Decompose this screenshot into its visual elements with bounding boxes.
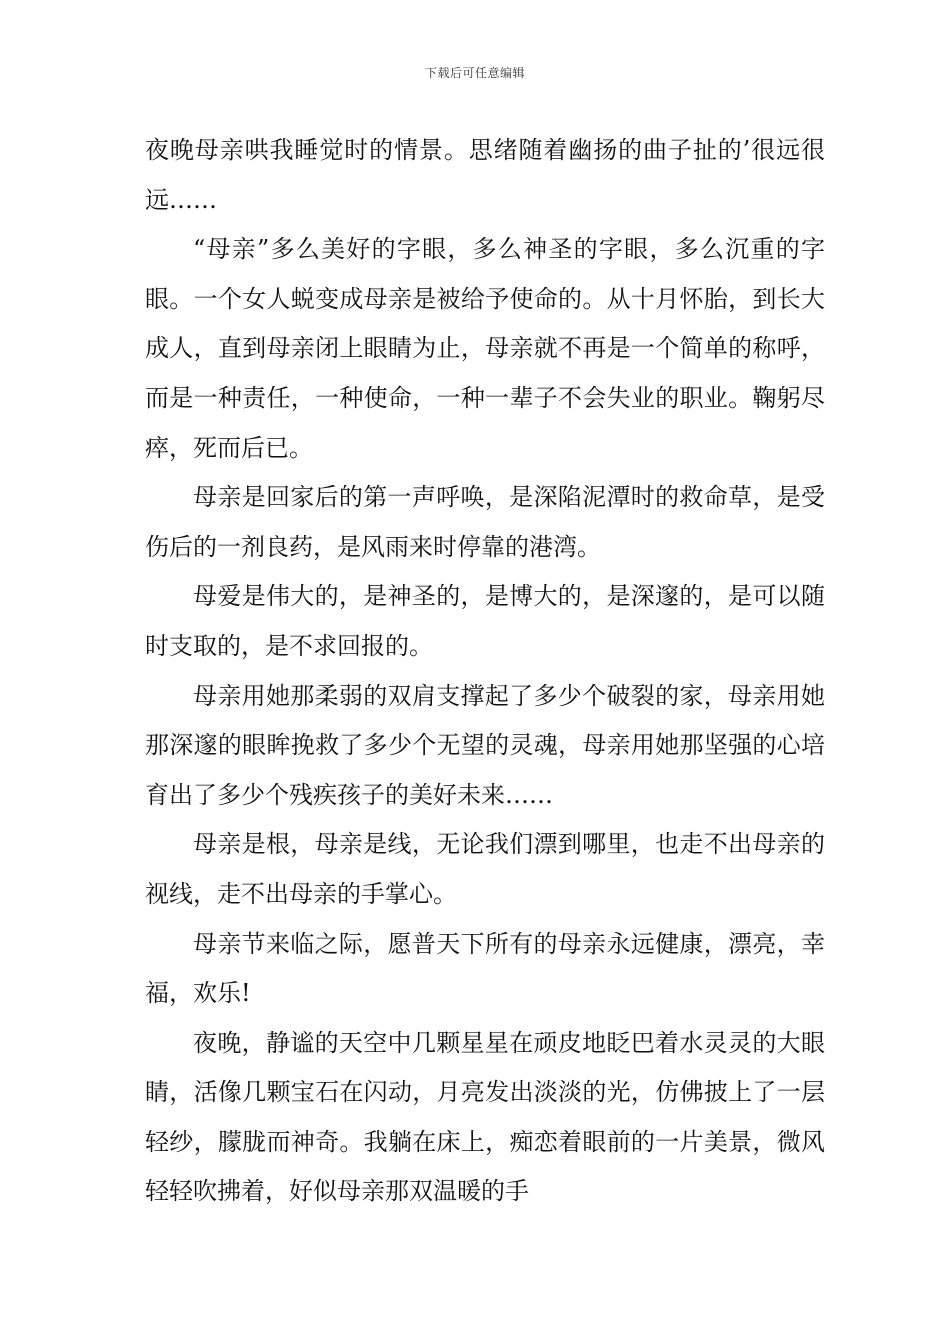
paragraph-3: 母亲是回家后的第一声呼唤，是深陷泥潭时的救命草，是受伤后的一剂良药，是风雨来时停靠的港湾。	[145, 483, 825, 561]
page-header: 下载后可任意编辑	[424, 66, 525, 80]
paragraph-1: 夜晚母亲哄我睡觉时的情景。思绪随着幽扬的曲子扯的’很远很远……	[145, 136, 825, 214]
paragraph-7: 母亲节来临之际，愿普天下所有的母亲永远健康，漂亮，幸福，欢乐!	[145, 929, 825, 1008]
paragraph-6: 母亲是根，母亲是线，无论我们漂到哪里，也走不出母亲的视线，走不出母亲的手掌心。	[145, 830, 825, 908]
document-body	[145, 126, 825, 1217]
paragraph-5: 母亲用她那柔弱的双肩支撑起了多少个破裂的家，母亲用她那深邃的眼眸挽救了多少个无望的灵魂，母亲用她那坚强的心培育出了多少个残疾孩子的美好未来……	[145, 681, 825, 809]
paragraph-4: 母爱是伟大的，是神圣的，是博大的，是深邃的，是可以随时支取的，是不求回报的。	[145, 582, 825, 660]
paragraph-8: 夜晚，静谧的天空中几颗星星在顽皮地眨巴着水灵灵的大眼睛，活像几颗宝石在闪动，月亮发出淡淡的光，仿佛披上了一层轻纱，朦胧而神奇。我躺在床上，痴恋着眼前的一片美景，微风轻轻吹拂着，好似母亲那双温暖的手	[145, 1028, 825, 1206]
paragraph-2: “母亲”多么美好的字眼，多么神圣的字眼，多么沉重的字眼。一个女人蜕变成母亲是被给予使命的。从十月怀胎，到长大成人，直到母亲闭上眼睛为止，母亲就不再是一个简单的称呼，而是一种责任，一种使命，一种一辈子不会失业的职业。鞠躬尽瘁，死而后已。	[145, 235, 825, 462]
